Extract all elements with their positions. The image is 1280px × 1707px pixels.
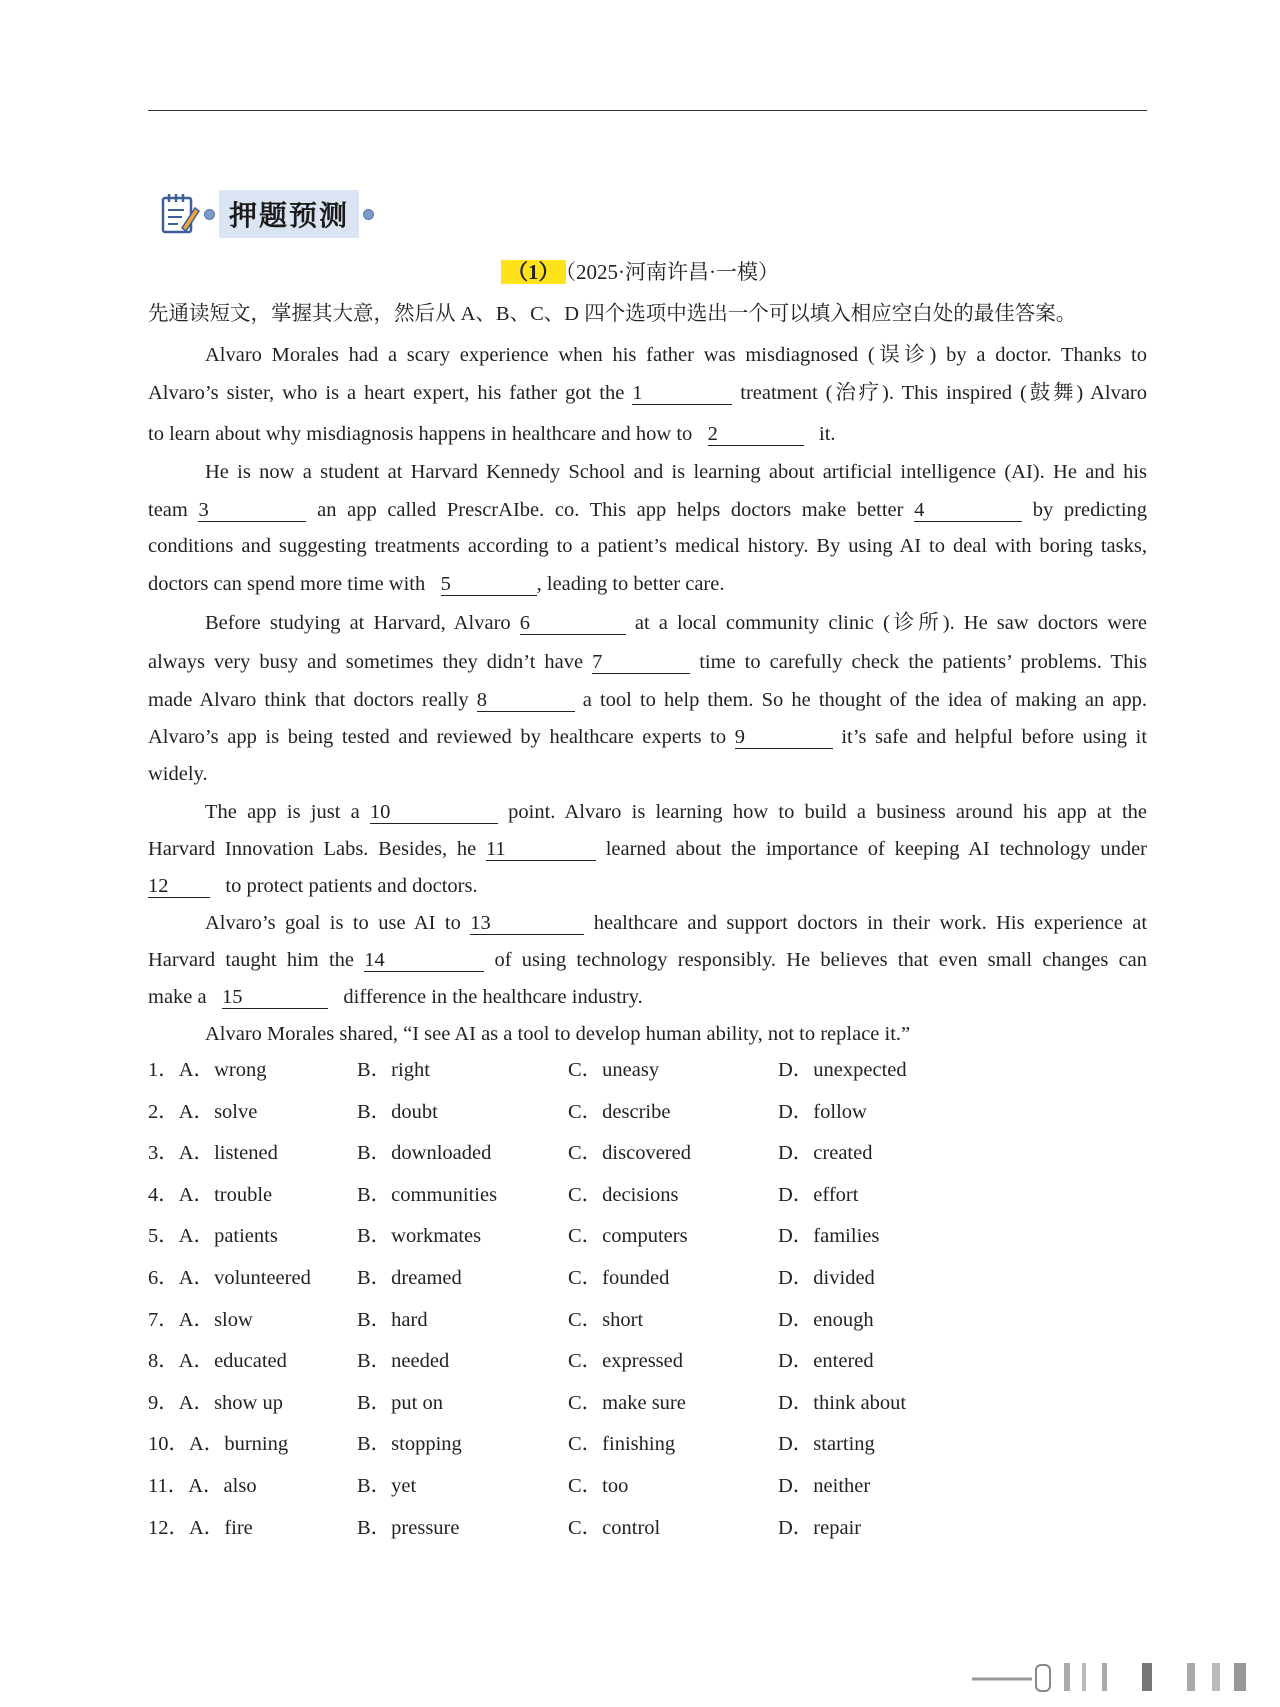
- question-row: [148, 1347, 287, 1375]
- blank-5: 5: [441, 573, 537, 596]
- option-a: show up: [214, 1392, 283, 1414]
- passage-line: to learn about why misdiagnosis happens in healthcare and how to 2 it.: [148, 423, 836, 445]
- option-b: B．hard: [357, 1309, 428, 1331]
- option-a: burning: [224, 1433, 289, 1455]
- passage-line: Alvaro’s goal is to use AI to 13 healthcare and support doctors in their work. His experience at: [205, 912, 1148, 934]
- blank-8: 8: [477, 689, 575, 712]
- option-c: C．describe: [568, 1101, 671, 1123]
- option-d: D．effort: [778, 1184, 859, 1206]
- option-d: D．unexpected: [778, 1059, 907, 1081]
- question-number: 12．A．: [148, 1517, 225, 1539]
- question-number: 3．A．: [148, 1142, 215, 1164]
- option-b: B．doubt: [357, 1101, 438, 1123]
- option-d: D．entered: [778, 1350, 874, 1372]
- question-number: 7．A．: [148, 1309, 215, 1331]
- option-d: D．follow: [778, 1101, 867, 1123]
- blank-1: 1: [632, 382, 732, 405]
- blank-15: 15: [222, 986, 328, 1009]
- blank-2: 2: [708, 423, 804, 446]
- option-b: B．communities: [357, 1184, 498, 1206]
- passage-line: team 3 an app called PrescrAIbe. co. This app helps doctors make better 4 by predicting: [148, 499, 1148, 521]
- question-row: [148, 1306, 253, 1334]
- option-c: C．founded: [568, 1267, 670, 1289]
- option-a: fire: [224, 1517, 253, 1539]
- passage-line: Alvaro Morales shared, “I see AI as a tool to develop human ability, not to replace it.”: [205, 1023, 911, 1045]
- passage-line: The app is just a 10 point. Alvaro is learning how to build a business around his app at the: [205, 801, 1148, 823]
- blank-6: 6: [520, 612, 626, 635]
- question-row: [148, 1056, 266, 1084]
- question-row: [148, 1139, 278, 1167]
- option-c: C．short: [568, 1309, 644, 1331]
- option-d: D．families: [778, 1225, 880, 1247]
- question-row: [148, 1514, 253, 1542]
- blank-14: 14: [364, 949, 484, 972]
- passage-line: Alvaro’s app is being tested and reviewed by healthcare experts to 9 it’s safe and helpful before using it: [148, 726, 1148, 748]
- blank-12: 12: [148, 875, 210, 898]
- option-a: also: [223, 1475, 257, 1497]
- question-source: [0, 256, 1280, 286]
- option-b: B．dreamed: [357, 1267, 462, 1289]
- option-d: D．repair: [778, 1517, 862, 1539]
- option-b: B．yet: [357, 1475, 417, 1497]
- blank-9: 9: [735, 726, 833, 749]
- option-a: volunteered: [214, 1267, 311, 1289]
- barcode-icon: [972, 1657, 1262, 1697]
- option-b: B．downloaded: [357, 1142, 492, 1164]
- passage-line: Alvaro’s sister, who is a heart expert, his father got the 1 treatment (治疗). This inspired (鼓舞) Alvaro: [148, 382, 1148, 404]
- passage-line: widely.: [148, 763, 208, 785]
- source-text: （2025·河南许昌·一模）: [565, 260, 779, 284]
- passage-line: doctors can spend more time with 5 , leading to better care.: [148, 573, 725, 595]
- option-b: B．put on: [357, 1392, 443, 1414]
- passage-line: Harvard taught him the 14 of using technology responsibly. He believes that even small changes can: [148, 949, 1148, 971]
- question-row: [148, 1389, 283, 1417]
- question-row: [148, 1430, 288, 1458]
- question-number: 4．A．: [148, 1184, 215, 1206]
- section-title: 押题预测: [219, 190, 359, 238]
- question-number: 5．A．: [148, 1225, 215, 1247]
- option-a: trouble: [214, 1184, 273, 1206]
- blank-3: 3: [198, 499, 306, 522]
- option-c: C．finishing: [568, 1433, 676, 1455]
- heading-dot-right: [363, 209, 374, 220]
- item-number: （1）: [501, 260, 566, 284]
- option-c: C．decisions: [568, 1184, 679, 1206]
- heading-dot-left: [204, 209, 215, 220]
- option-d: D．created: [778, 1142, 873, 1164]
- option-d: D．neither: [778, 1475, 871, 1497]
- blank-13: 13: [470, 912, 584, 935]
- option-d: D．divided: [778, 1267, 875, 1289]
- option-d: D．starting: [778, 1433, 875, 1455]
- option-c: C．expressed: [568, 1350, 684, 1372]
- question-row: [148, 1181, 272, 1209]
- option-b: B．right: [357, 1059, 430, 1081]
- option-b: B．workmates: [357, 1225, 482, 1247]
- blank-10: 10: [370, 801, 498, 824]
- question-row: [148, 1472, 257, 1500]
- passage-line: 12 to protect patients and doctors.: [148, 875, 478, 897]
- question-number: 8．A．: [148, 1350, 215, 1372]
- question-number: 10．A．: [148, 1433, 225, 1455]
- option-b: B．needed: [357, 1350, 450, 1372]
- option-b: B．pressure: [357, 1517, 460, 1539]
- passage-line: Before studying at Harvard, Alvaro 6 at a local community clinic (诊所). He saw doctors were: [205, 612, 1148, 634]
- top-rule: [148, 110, 1147, 111]
- blank-7: 7: [592, 651, 690, 674]
- option-c: C．uneasy: [568, 1059, 660, 1081]
- question-row: [148, 1264, 311, 1292]
- question-number: 9．A．: [148, 1392, 215, 1414]
- option-c: C．computers: [568, 1225, 688, 1247]
- option-d: D．think about: [778, 1392, 907, 1414]
- passage-line: Harvard Innovation Labs. Besides, he 11 learned about the importance of keeping AI technology under: [148, 838, 1148, 860]
- option-a: slow: [214, 1309, 253, 1331]
- option-a: wrong: [214, 1059, 267, 1081]
- section-heading: [160, 190, 378, 238]
- blank-4: 4: [914, 499, 1022, 522]
- question-number: 1．A．: [148, 1059, 215, 1081]
- option-c: C．make sure: [568, 1392, 686, 1414]
- option-c: C．discovered: [568, 1142, 691, 1164]
- question-number: 2．A．: [148, 1101, 215, 1123]
- passage-line: always very busy and sometimes they didn’t have 7 time to carefully check the patients’ problems. This: [148, 651, 1148, 673]
- question-row: [148, 1098, 257, 1126]
- passage-line: make a 15 difference in the healthcare industry.: [148, 986, 643, 1008]
- option-a: patients: [214, 1225, 278, 1247]
- passage-line: He is now a student at Harvard Kennedy School and is learning about artificial intelligence (AI). He and his: [205, 461, 1147, 483]
- instruction: 先通读短文，掌握其大意，然后从 A、B、C、D 四个选项中选出一个可以填入相应空白处的最佳答案。: [148, 303, 1077, 325]
- question-number: 6．A．: [148, 1267, 215, 1289]
- option-a: listened: [214, 1142, 278, 1164]
- option-c: C．too: [568, 1475, 629, 1497]
- blank-11: 11: [486, 838, 596, 861]
- question-row: [148, 1222, 278, 1250]
- option-c: C．control: [568, 1517, 661, 1539]
- option-b: B．stopping: [357, 1433, 462, 1455]
- question-number: 11．A．: [148, 1475, 224, 1497]
- passage-line: made Alvaro think that doctors really 8 a tool to help them. So he thought of the idea of making an app.: [148, 689, 1148, 711]
- option-a: educated: [214, 1350, 287, 1372]
- option-a: solve: [214, 1101, 258, 1123]
- passage-line: conditions and suggesting treatments according to a patient’s medical history. By using AI to deal with boring tasks,: [148, 535, 1147, 557]
- option-d: D．enough: [778, 1309, 874, 1331]
- notepad-pen-icon: [160, 192, 200, 236]
- passage-line: Alvaro Morales had a scary experience when his father was misdiagnosed (误诊) by a doctor. Thanks to: [205, 344, 1147, 366]
